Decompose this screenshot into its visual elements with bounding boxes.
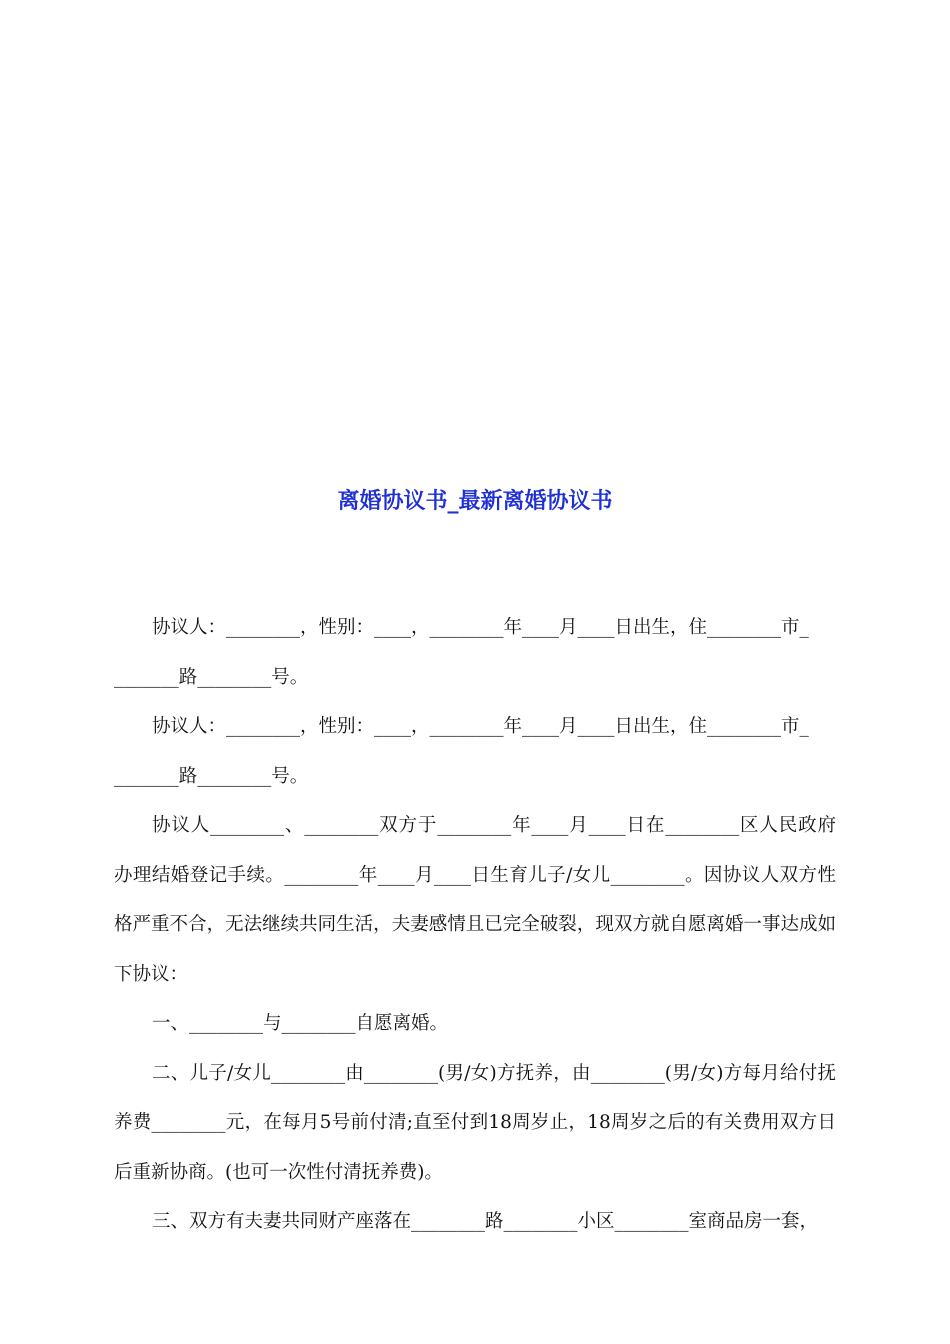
document-body xyxy=(114,603,836,1247)
clause-two-paragraph: 二、儿子/女儿________由________(男/女)方抚养，由________(男/女)方每月给付抚养费________元，在每月5号前付清;直至付到18周岁止，18周岁之后的有关费用双方日后重新协商。(也可一次性付清抚养费)。 xyxy=(114,1062,836,1183)
document-title: 离婚协议书_最新离婚协议书 xyxy=(337,489,613,514)
party-two-paragraph: 协议人：________，性别：____，________年____月____日出生，住________市_ _______路________号。 xyxy=(114,716,809,787)
clause-one-paragraph: 一、________与________自愿离婚。 xyxy=(152,1013,449,1034)
party-one-paragraph: 协议人：________，性别：____，________年____月____日出生，住________市_ _______路________号。 xyxy=(114,617,809,688)
marriage-background-paragraph: 协议人________、________双方于________年____月____日在________区人民政府办理结婚登记手续。________年____月____日生育儿子/女儿________。因协议人双方性格严重不合，无法继续共同生活，夫妻感情且已完全破裂，现双方就自愿离婚一事达成如下协议： xyxy=(114,815,836,985)
clause-three-paragraph: 三、双方有夫妻共同财产座落在________路________小区________室商品房一套， xyxy=(152,1211,819,1232)
